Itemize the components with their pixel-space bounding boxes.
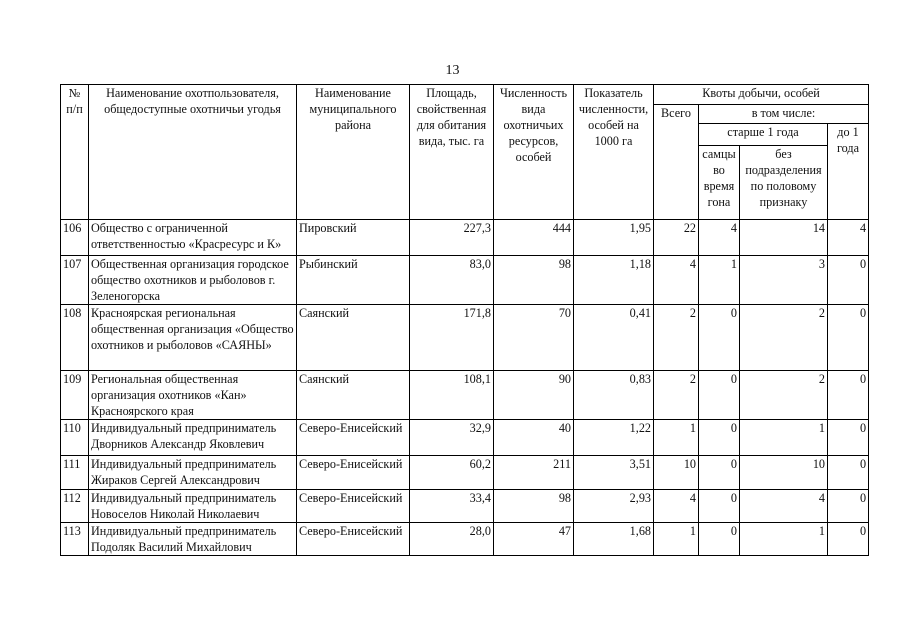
cell-count: 40: [494, 420, 574, 456]
cell-area: 171,8: [410, 305, 494, 371]
cell-nosex: 2: [740, 371, 828, 420]
cell-total: 10: [654, 456, 699, 490]
table-row: [61, 420, 869, 456]
cell-count: 98: [494, 256, 574, 305]
table-row: [61, 305, 869, 371]
cell-nosex: 2: [740, 305, 828, 371]
table-row: [61, 523, 869, 556]
cell-under1: 0: [828, 371, 869, 420]
cell-count: 444: [494, 220, 574, 256]
header-area: Площадь, свойственная для обитания вида, тыс. га: [410, 85, 494, 220]
cell-district: Пировский: [297, 220, 410, 256]
cell-indicator: 1,22: [574, 420, 654, 456]
table-header: [61, 85, 869, 220]
cell-user: Индивидуальный предприниматель Жираков Сергей Александрович: [89, 456, 297, 490]
cell-count: 70: [494, 305, 574, 371]
cell-total: 1: [654, 420, 699, 456]
cell-user: Индивидуальный предприниматель Подоляк Василий Михайлович: [89, 523, 297, 556]
cell-nosex: 14: [740, 220, 828, 256]
header-district: Наименование муниципального района: [297, 85, 410, 220]
cell-area: 28,0: [410, 523, 494, 556]
cell-user: Индивидуальный предприниматель Дворников Александр Яковлевич: [89, 420, 297, 456]
cell-area: 108,1: [410, 371, 494, 420]
cell-n: 107: [61, 256, 89, 305]
cell-count: 211: [494, 456, 574, 490]
cell-n: 111: [61, 456, 89, 490]
cell-total: 4: [654, 490, 699, 523]
cell-nosex: 3: [740, 256, 828, 305]
cell-total: 2: [654, 305, 699, 371]
cell-under1: 0: [828, 420, 869, 456]
cell-males: 0: [699, 371, 740, 420]
header-indicator: Показатель численности, особей на 1000 га: [574, 85, 654, 220]
cell-user: Индивидуальный предприниматель Новоселов Николай Николаевич: [89, 490, 297, 523]
cell-n: 112: [61, 490, 89, 523]
cell-indicator: 0,41: [574, 305, 654, 371]
cell-district: Саянский: [297, 305, 410, 371]
header-over1: старше 1 года: [699, 124, 828, 146]
cell-district: Северо-Енисейский: [297, 420, 410, 456]
cell-under1: 0: [828, 456, 869, 490]
cell-indicator: 3,51: [574, 456, 654, 490]
cell-district: Рыбинский: [297, 256, 410, 305]
cell-males: 0: [699, 490, 740, 523]
cell-nosex: 1: [740, 420, 828, 456]
cell-indicator: 2,93: [574, 490, 654, 523]
table-body: [61, 220, 869, 556]
cell-indicator: 1,68: [574, 523, 654, 556]
cell-total: 4: [654, 256, 699, 305]
cell-n: 109: [61, 371, 89, 420]
quota-table: [60, 84, 869, 556]
cell-total: 22: [654, 220, 699, 256]
table-row: [61, 220, 869, 256]
cell-n: 110: [61, 420, 89, 456]
cell-under1: 0: [828, 305, 869, 371]
cell-area: 60,2: [410, 456, 494, 490]
cell-n: 106: [61, 220, 89, 256]
cell-district: Северо-Енисейский: [297, 456, 410, 490]
cell-nosex: 10: [740, 456, 828, 490]
header-n: № п/п: [61, 85, 89, 220]
cell-n: 113: [61, 523, 89, 556]
cell-user: Общественная организация городское общество охотников и рыболовов г. Зеленогорска: [89, 256, 297, 305]
cell-district: Северо-Енисейский: [297, 523, 410, 556]
cell-males: 0: [699, 420, 740, 456]
cell-total: 1: [654, 523, 699, 556]
cell-nosex: 1: [740, 523, 828, 556]
cell-district: Северо-Енисейский: [297, 490, 410, 523]
cell-under1: 4: [828, 220, 869, 256]
cell-area: 33,4: [410, 490, 494, 523]
header-including: в том числе:: [699, 105, 869, 124]
cell-indicator: 1,18: [574, 256, 654, 305]
cell-n: 108: [61, 305, 89, 371]
header-count: Численность вида охотничьих ресурсов, особей: [494, 85, 574, 220]
cell-males: 4: [699, 220, 740, 256]
header-nosex: без подразделения по половому признаку: [740, 146, 828, 220]
cell-count: 47: [494, 523, 574, 556]
table-row: [61, 490, 869, 523]
cell-district: Саянский: [297, 371, 410, 420]
cell-males: 1: [699, 256, 740, 305]
cell-area: 83,0: [410, 256, 494, 305]
cell-count: 98: [494, 490, 574, 523]
cell-area: 32,9: [410, 420, 494, 456]
cell-user: Красноярская региональная общественная организация «Общество охотников и рыболовов «САЯНЫ»: [89, 305, 297, 371]
cell-area: 227,3: [410, 220, 494, 256]
cell-indicator: 0,83: [574, 371, 654, 420]
header-total: Всего: [654, 105, 699, 220]
table-row: [61, 371, 869, 420]
cell-under1: 0: [828, 523, 869, 556]
cell-under1: 0: [828, 256, 869, 305]
cell-indicator: 1,95: [574, 220, 654, 256]
cell-user: Региональная общественная организация охотников «Кан» Красноярского края: [89, 371, 297, 420]
header-under1: до 1 года: [828, 124, 869, 220]
cell-total: 2: [654, 371, 699, 420]
table-row: [61, 456, 869, 490]
cell-user: Общество с ограниченной ответственностью «Красресурс и К»: [89, 220, 297, 256]
cell-count: 90: [494, 371, 574, 420]
cell-males: 0: [699, 523, 740, 556]
cell-under1: 0: [828, 490, 869, 523]
cell-nosex: 4: [740, 490, 828, 523]
header-males: самцы во время гона: [699, 146, 740, 220]
cell-males: 0: [699, 305, 740, 371]
cell-males: 0: [699, 456, 740, 490]
header-user: Наименование охотпользователя, общедоступные охотничьи угодья: [89, 85, 297, 220]
table-row: [61, 256, 869, 305]
header-quotas: Квоты добычи, особей: [654, 85, 869, 105]
page-number: 13: [445, 63, 460, 78]
